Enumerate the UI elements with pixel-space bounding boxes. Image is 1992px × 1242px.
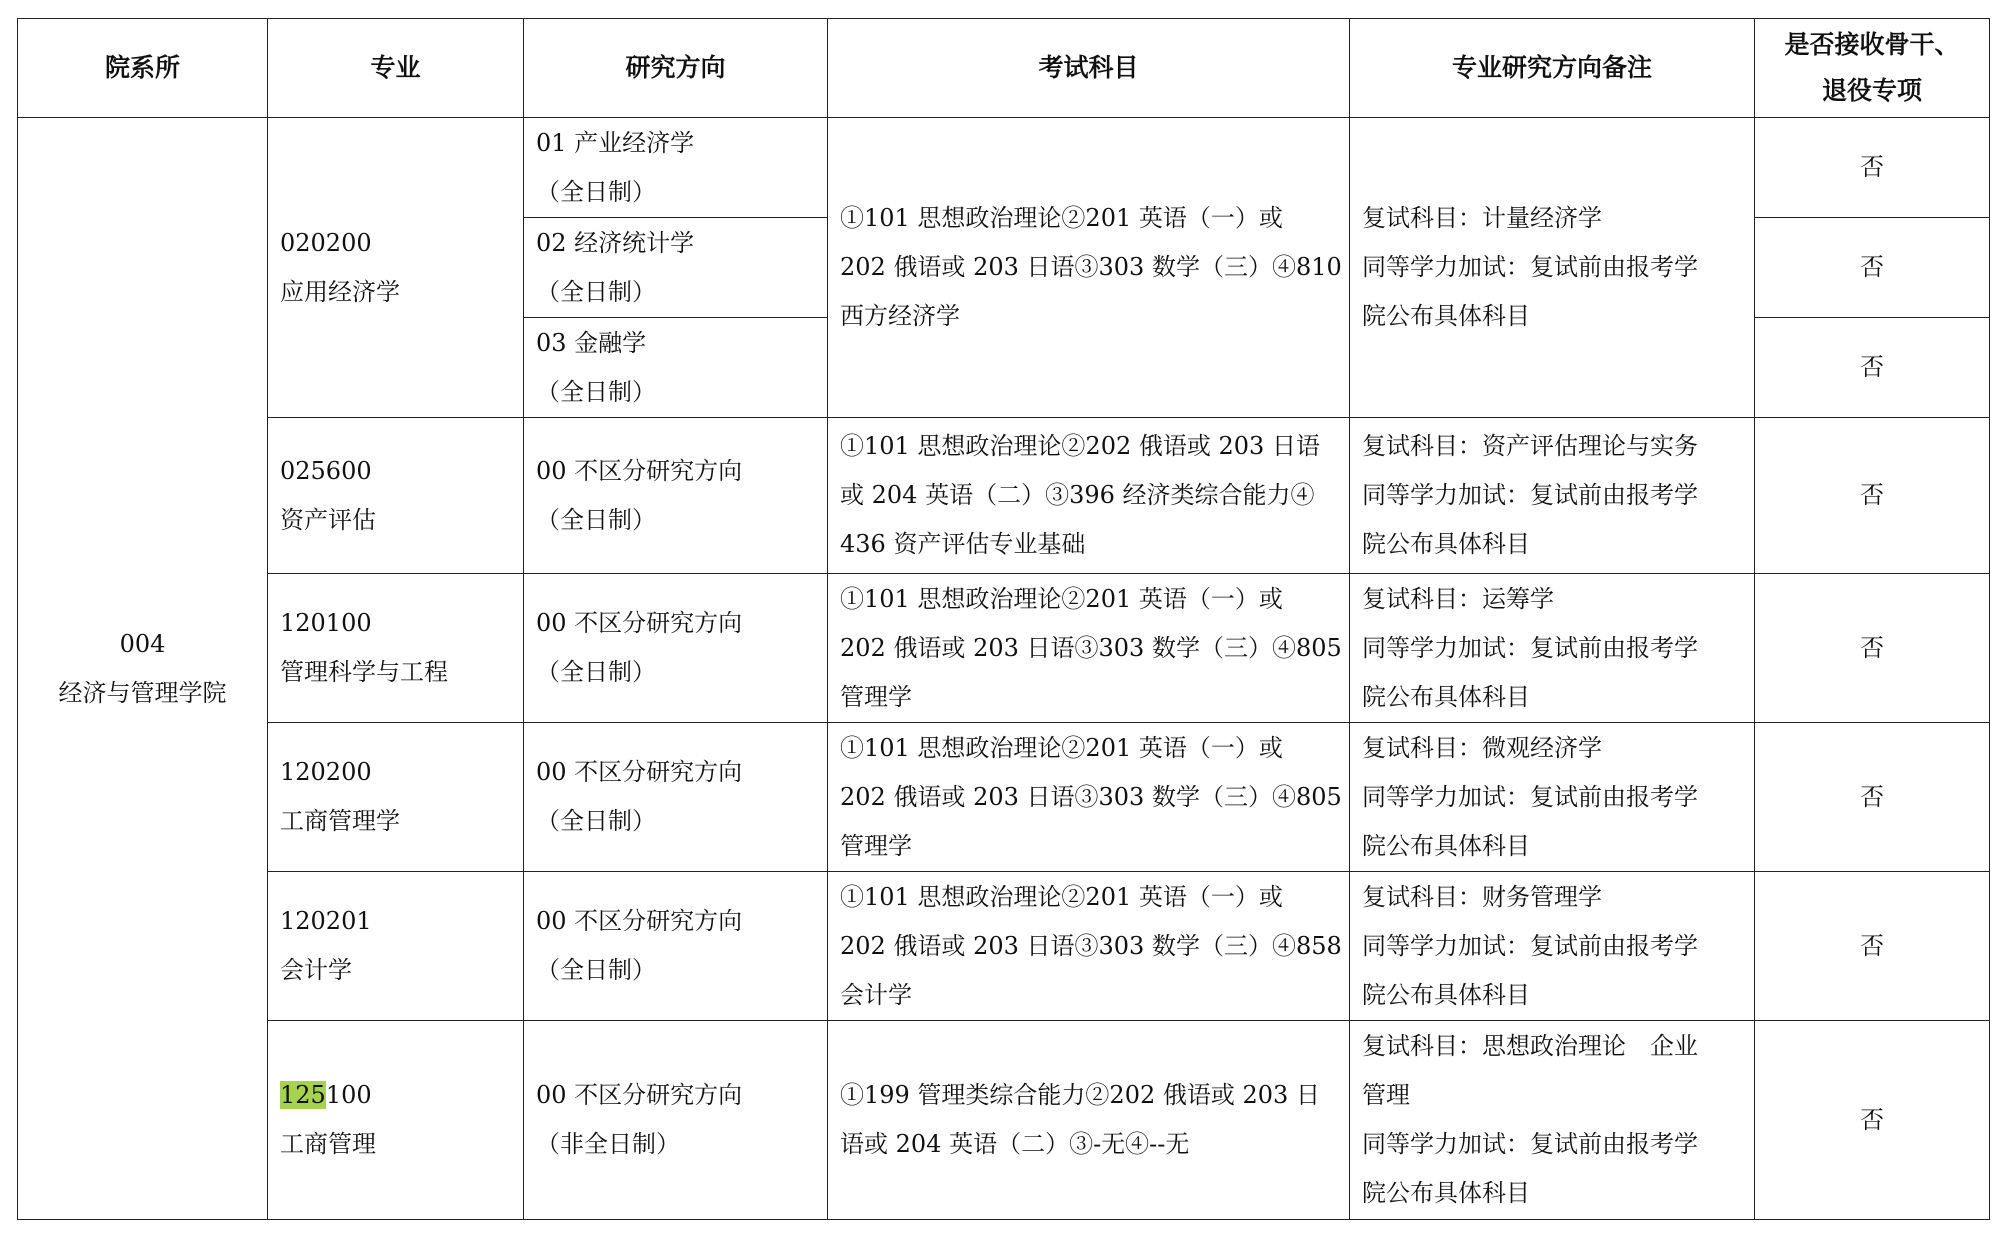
note-line: 同等学力加试：复试前由报考学 bbox=[1362, 633, 1698, 662]
subjects-line: ①199 管理类综合能力②202 俄语或 203 日 bbox=[840, 1081, 1320, 1109]
note-line: 复试科目：微观经济学 bbox=[1362, 733, 1602, 762]
subjects-line: 436 资产评估专业基础 bbox=[840, 530, 1086, 558]
note-line: 院公布具体科目 bbox=[1362, 1179, 1530, 1207]
major-code: 025600 bbox=[280, 456, 372, 485]
major-name: 工商管理学 bbox=[280, 807, 400, 835]
note-line: 同等学力加试：复试前由报考学 bbox=[1362, 481, 1698, 509]
major-code-rest: 100 bbox=[325, 1081, 372, 1109]
major-code: 020200 bbox=[280, 228, 372, 257]
note-line: 院公布具体科目 bbox=[1362, 530, 1530, 558]
subjects-line: 语或 204 英语（二）③-无④--无 bbox=[840, 1130, 1190, 1158]
special-cell: 否 bbox=[1755, 872, 1990, 1021]
direction-mode: （全日制） bbox=[536, 277, 656, 306]
subjects-line: 或 204 英语（二）③396 经济类综合能力④ bbox=[840, 481, 1315, 509]
dept-code: 004 bbox=[119, 629, 166, 658]
admissions-table bbox=[17, 18, 1990, 1220]
note-cell bbox=[1350, 723, 1755, 872]
major-cell bbox=[268, 118, 524, 418]
note-line: 同等学力加试：复试前由报考学 bbox=[1362, 931, 1698, 960]
direction-name: 00 不区分研究方向 bbox=[536, 456, 743, 485]
header-special-line1: 是否接收骨干、 bbox=[1784, 30, 1960, 59]
table-row bbox=[18, 418, 1990, 574]
direction-mode: （全日制） bbox=[536, 956, 656, 984]
subjects-line: 202 俄语或 203 日语③303 数学（三）④810 bbox=[840, 253, 1342, 281]
header-special-line2: 退役专项 bbox=[1821, 76, 1922, 105]
direction-cell bbox=[524, 318, 828, 418]
note-line: 院公布具体科目 bbox=[1362, 302, 1530, 330]
subjects-cell bbox=[828, 574, 1350, 723]
direction-mode: （全日制） bbox=[536, 658, 656, 686]
special-cell: 否 bbox=[1755, 418, 1990, 574]
header-subjects: 考试科目 bbox=[828, 19, 1350, 118]
major-name: 管理科学与工程 bbox=[280, 658, 448, 686]
subjects-line: ①101 思想政治理论②201 英语（一）或 bbox=[840, 882, 1283, 911]
subjects-line: 202 俄语或 203 日语③303 数学（三）④805 bbox=[840, 633, 1342, 662]
header-direction: 研究方向 bbox=[524, 19, 828, 118]
special-cell: 否 bbox=[1755, 1021, 1990, 1220]
direction-name: 00 不区分研究方向 bbox=[536, 907, 743, 935]
direction-mode: （全日制） bbox=[536, 505, 656, 534]
table-row bbox=[18, 1021, 1990, 1220]
header-major: 专业 bbox=[268, 19, 524, 118]
special-cell: 否 bbox=[1755, 574, 1990, 723]
special-cell: 否 bbox=[1755, 318, 1990, 418]
table-row bbox=[18, 723, 1990, 872]
subjects-cell bbox=[828, 418, 1350, 574]
subjects-cell bbox=[828, 1021, 1350, 1220]
note-line: 院公布具体科目 bbox=[1362, 980, 1530, 1009]
header-dept: 院系所 bbox=[18, 19, 268, 118]
header-row bbox=[18, 19, 1990, 118]
major-code: 120201 bbox=[280, 907, 372, 935]
admissions-table-container bbox=[17, 18, 1989, 1219]
subjects-line: 管理学 bbox=[840, 682, 912, 711]
special-cell: 否 bbox=[1755, 723, 1990, 872]
table-row bbox=[18, 872, 1990, 1021]
note-line: 同等学力加试：复试前由报考学 bbox=[1362, 253, 1698, 281]
highlighted-code-prefix: 125 bbox=[280, 1081, 326, 1109]
major-cell bbox=[268, 574, 524, 723]
note-line: 复试科目：资产评估理论与实务 bbox=[1362, 432, 1698, 460]
note-line: 同等学力加试：复试前由报考学 bbox=[1362, 782, 1698, 811]
direction-mode: （全日制） bbox=[536, 807, 656, 835]
major-cell bbox=[268, 872, 524, 1021]
subjects-cell bbox=[828, 872, 1350, 1021]
subjects-line: ①101 思想政治理论②202 俄语或 203 日语 bbox=[840, 432, 1320, 460]
direction-name: 02 经济统计学 bbox=[536, 228, 695, 257]
note-cell bbox=[1350, 418, 1755, 574]
direction-cell bbox=[524, 118, 828, 218]
note-cell bbox=[1350, 1021, 1755, 1220]
dept-name: 经济与管理学院 bbox=[58, 678, 227, 707]
direction-name: 00 不区分研究方向 bbox=[536, 1081, 743, 1109]
major-name: 工商管理 bbox=[280, 1130, 376, 1158]
direction-name: 03 金融学 bbox=[536, 328, 647, 357]
subjects-line: ①101 思想政治理论②201 英语（一）或 bbox=[840, 733, 1283, 762]
direction-cell bbox=[524, 574, 828, 723]
major-name: 资产评估 bbox=[280, 505, 376, 534]
direction-mode: （全日制） bbox=[536, 377, 656, 406]
direction-name: 00 不区分研究方向 bbox=[536, 609, 743, 637]
major-code: 120100 bbox=[280, 609, 372, 637]
note-line: 复试科目：财务管理学 bbox=[1362, 882, 1602, 911]
note-line: 复试科目：思想政治理论 企业 bbox=[1362, 1032, 1698, 1060]
table-row bbox=[18, 574, 1990, 723]
direction-cell bbox=[524, 723, 828, 872]
note-line: 同等学力加试：复试前由报考学 bbox=[1362, 1130, 1698, 1158]
direction-mode: （非全日制） bbox=[536, 1130, 680, 1158]
header-note: 专业研究方向备注 bbox=[1350, 19, 1755, 118]
header-special bbox=[1755, 19, 1990, 118]
major-cell bbox=[268, 723, 524, 872]
note-cell bbox=[1350, 118, 1755, 418]
special-cell: 否 bbox=[1755, 118, 1990, 218]
direction-cell bbox=[524, 418, 828, 574]
subjects-line: 西方经济学 bbox=[840, 302, 960, 330]
major-code bbox=[280, 1071, 515, 1120]
major-name: 会计学 bbox=[280, 956, 352, 984]
note-cell bbox=[1350, 574, 1755, 723]
special-cell: 否 bbox=[1755, 218, 1990, 318]
note-line: 院公布具体科目 bbox=[1362, 831, 1530, 860]
direction-cell bbox=[524, 1021, 828, 1220]
table-row bbox=[18, 118, 1990, 218]
subjects-line: 管理学 bbox=[840, 831, 912, 860]
direction-mode: （全日制） bbox=[536, 177, 656, 206]
direction-name: 00 不区分研究方向 bbox=[536, 758, 743, 786]
subjects-line: ①101 思想政治理论②201 英语（一）或 bbox=[840, 204, 1283, 232]
subjects-line: 202 俄语或 203 日语③303 数学（三）④805 bbox=[840, 782, 1342, 811]
direction-name: 01 产业经济学 bbox=[536, 128, 695, 157]
subjects-line: 会计学 bbox=[840, 980, 912, 1009]
subjects-cell bbox=[828, 118, 1350, 418]
major-cell bbox=[268, 1021, 524, 1220]
major-code: 120200 bbox=[280, 758, 372, 786]
direction-cell bbox=[524, 872, 828, 1021]
major-cell bbox=[268, 418, 524, 574]
subjects-line: ①101 思想政治理论②201 英语（一）或 bbox=[840, 584, 1283, 613]
note-line: 院公布具体科目 bbox=[1362, 682, 1530, 711]
note-line: 复试科目：运筹学 bbox=[1362, 584, 1554, 613]
subjects-line: 202 俄语或 203 日语③303 数学（三）④858 bbox=[840, 931, 1342, 960]
note-cell bbox=[1350, 872, 1755, 1021]
direction-cell bbox=[524, 218, 828, 318]
dept-cell bbox=[18, 118, 268, 1220]
note-line: 复试科目：计量经济学 bbox=[1362, 204, 1602, 232]
subjects-cell bbox=[828, 723, 1350, 872]
major-name: 应用经济学 bbox=[280, 277, 400, 306]
note-line: 管理 bbox=[1362, 1081, 1410, 1109]
